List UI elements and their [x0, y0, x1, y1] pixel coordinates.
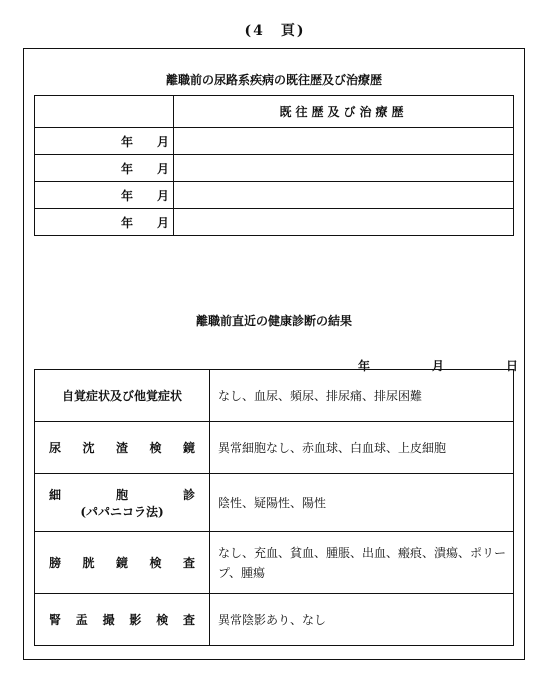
- date-day: 日: [505, 359, 518, 373]
- checkup-label: 細胞診: [49, 487, 195, 502]
- table-row: [35, 532, 514, 594]
- checkup-title: 離職前直近の健康診断の結果: [195, 314, 352, 328]
- page-number: (4 頁): [244, 23, 306, 39]
- history-entry-cell[interactable]: [174, 155, 514, 182]
- history-header-blank: [35, 96, 174, 128]
- history-table: [34, 95, 514, 236]
- checkup-label: 自覚症状及び他覚症状: [35, 370, 210, 422]
- table-row: [35, 422, 514, 474]
- history-entry-cell[interactable]: [174, 182, 514, 209]
- history-date-cell: 年 月: [35, 209, 174, 236]
- checkup-label-group: [35, 474, 210, 532]
- checkup-table: [34, 369, 514, 646]
- table-row: [35, 155, 514, 182]
- history-date-cell: 年 月: [35, 128, 174, 155]
- history-title: 離職前の尿路系疾病の既往歴及び治療歴: [165, 73, 382, 87]
- checkup-value: 陰性、疑陽性、陽性: [210, 474, 514, 532]
- table-row: [35, 594, 514, 646]
- table-row: [35, 474, 514, 532]
- table-row: [35, 370, 514, 422]
- date-year: 年: [358, 359, 371, 373]
- history-date-cell: 年 月: [35, 155, 174, 182]
- checkup-sublabel: (パパニコラ法): [80, 504, 164, 519]
- history-entry-cell[interactable]: [174, 128, 514, 155]
- history-header: 既往歴及び治療歴: [174, 96, 514, 128]
- table-row: [35, 128, 514, 155]
- history-header-row: [35, 96, 514, 128]
- form-frame: [23, 48, 525, 660]
- checkup-label: 腎盂撮影検査: [35, 594, 210, 646]
- history-date-cell: 年 月: [35, 182, 174, 209]
- checkup-value: 異常陰影あり、なし: [210, 594, 514, 646]
- table-row: [35, 182, 514, 209]
- checkup-label: 尿沈渣検鏡: [35, 422, 210, 474]
- checkup-value: なし、充血、貧血、腫脹、出血、瘢痕、潰瘍、ポリープ、腫瘍: [210, 532, 514, 594]
- history-entry-cell[interactable]: [174, 209, 514, 236]
- date-month: 月: [431, 359, 444, 373]
- table-row: [35, 209, 514, 236]
- checkup-value: 異常細胞なし、赤血球、白血球、上皮細胞: [210, 422, 514, 474]
- checkup-value: なし、血尿、頻尿、排尿痛、排尿困難: [210, 370, 514, 422]
- checkup-label: 膀胱鏡検査: [35, 532, 210, 594]
